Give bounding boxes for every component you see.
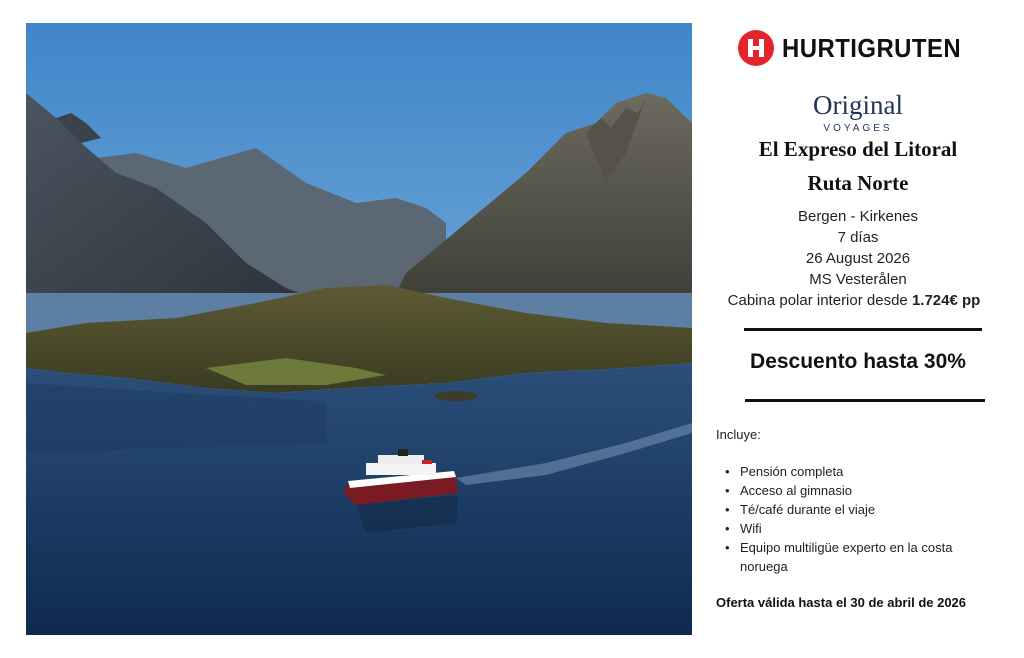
list-item — [718, 538, 998, 576]
duration-text: 7 días — [837, 229, 879, 246]
hero-photo — [26, 23, 692, 635]
includes-list — [718, 462, 998, 576]
price-text: 1.724€ pp — [911, 292, 981, 309]
divider-top — [744, 328, 982, 331]
date-text: 26 August 2026 — [805, 250, 911, 267]
bullet-icon: • — [725, 540, 730, 555]
brand-name: HURTIGRUTEN — [782, 32, 962, 63]
list-item — [718, 462, 998, 481]
list-item-label: Wifi — [740, 521, 762, 536]
list-item-label: Pensión completa — [740, 464, 844, 479]
list-item-label: Té/café durante el viaje — [740, 502, 876, 517]
hurtigruten-h-logo-icon — [738, 30, 774, 66]
divider-bottom — [745, 399, 985, 402]
info-panel — [700, 0, 1024, 658]
trip-title: El Expreso del Litoral — [758, 137, 958, 161]
collection-name: Original — [813, 90, 903, 120]
bullet-icon: • — [725, 483, 730, 498]
ship-name: MS Vesterålen — [809, 271, 907, 288]
bullet-icon: • — [725, 521, 730, 536]
offer-validity: Oferta válida hasta el 30 de abril de 2026 — [716, 595, 967, 610]
list-item — [718, 519, 998, 538]
trip-subtitle: Ruta Norte — [807, 171, 909, 195]
includes-heading: Incluye: — [716, 427, 761, 442]
list-item — [718, 481, 998, 500]
bullet-icon: • — [725, 464, 730, 479]
discount-text: Descuento hasta 30% — [750, 350, 966, 373]
cabin-price-line — [684, 290, 1024, 311]
list-item — [718, 500, 998, 519]
bullet-icon: • — [725, 502, 730, 517]
route-text: Bergen - Kirkenes — [797, 208, 919, 225]
list-item-label: Equipo multiligüe experto en la costa noruega — [740, 540, 953, 574]
collection-sub: VOYAGES — [823, 123, 893, 134]
cabin-text: Cabina polar interior desde — [727, 292, 908, 309]
list-item-label: Acceso al gimnasio — [740, 483, 852, 498]
brand-header — [738, 30, 977, 66]
